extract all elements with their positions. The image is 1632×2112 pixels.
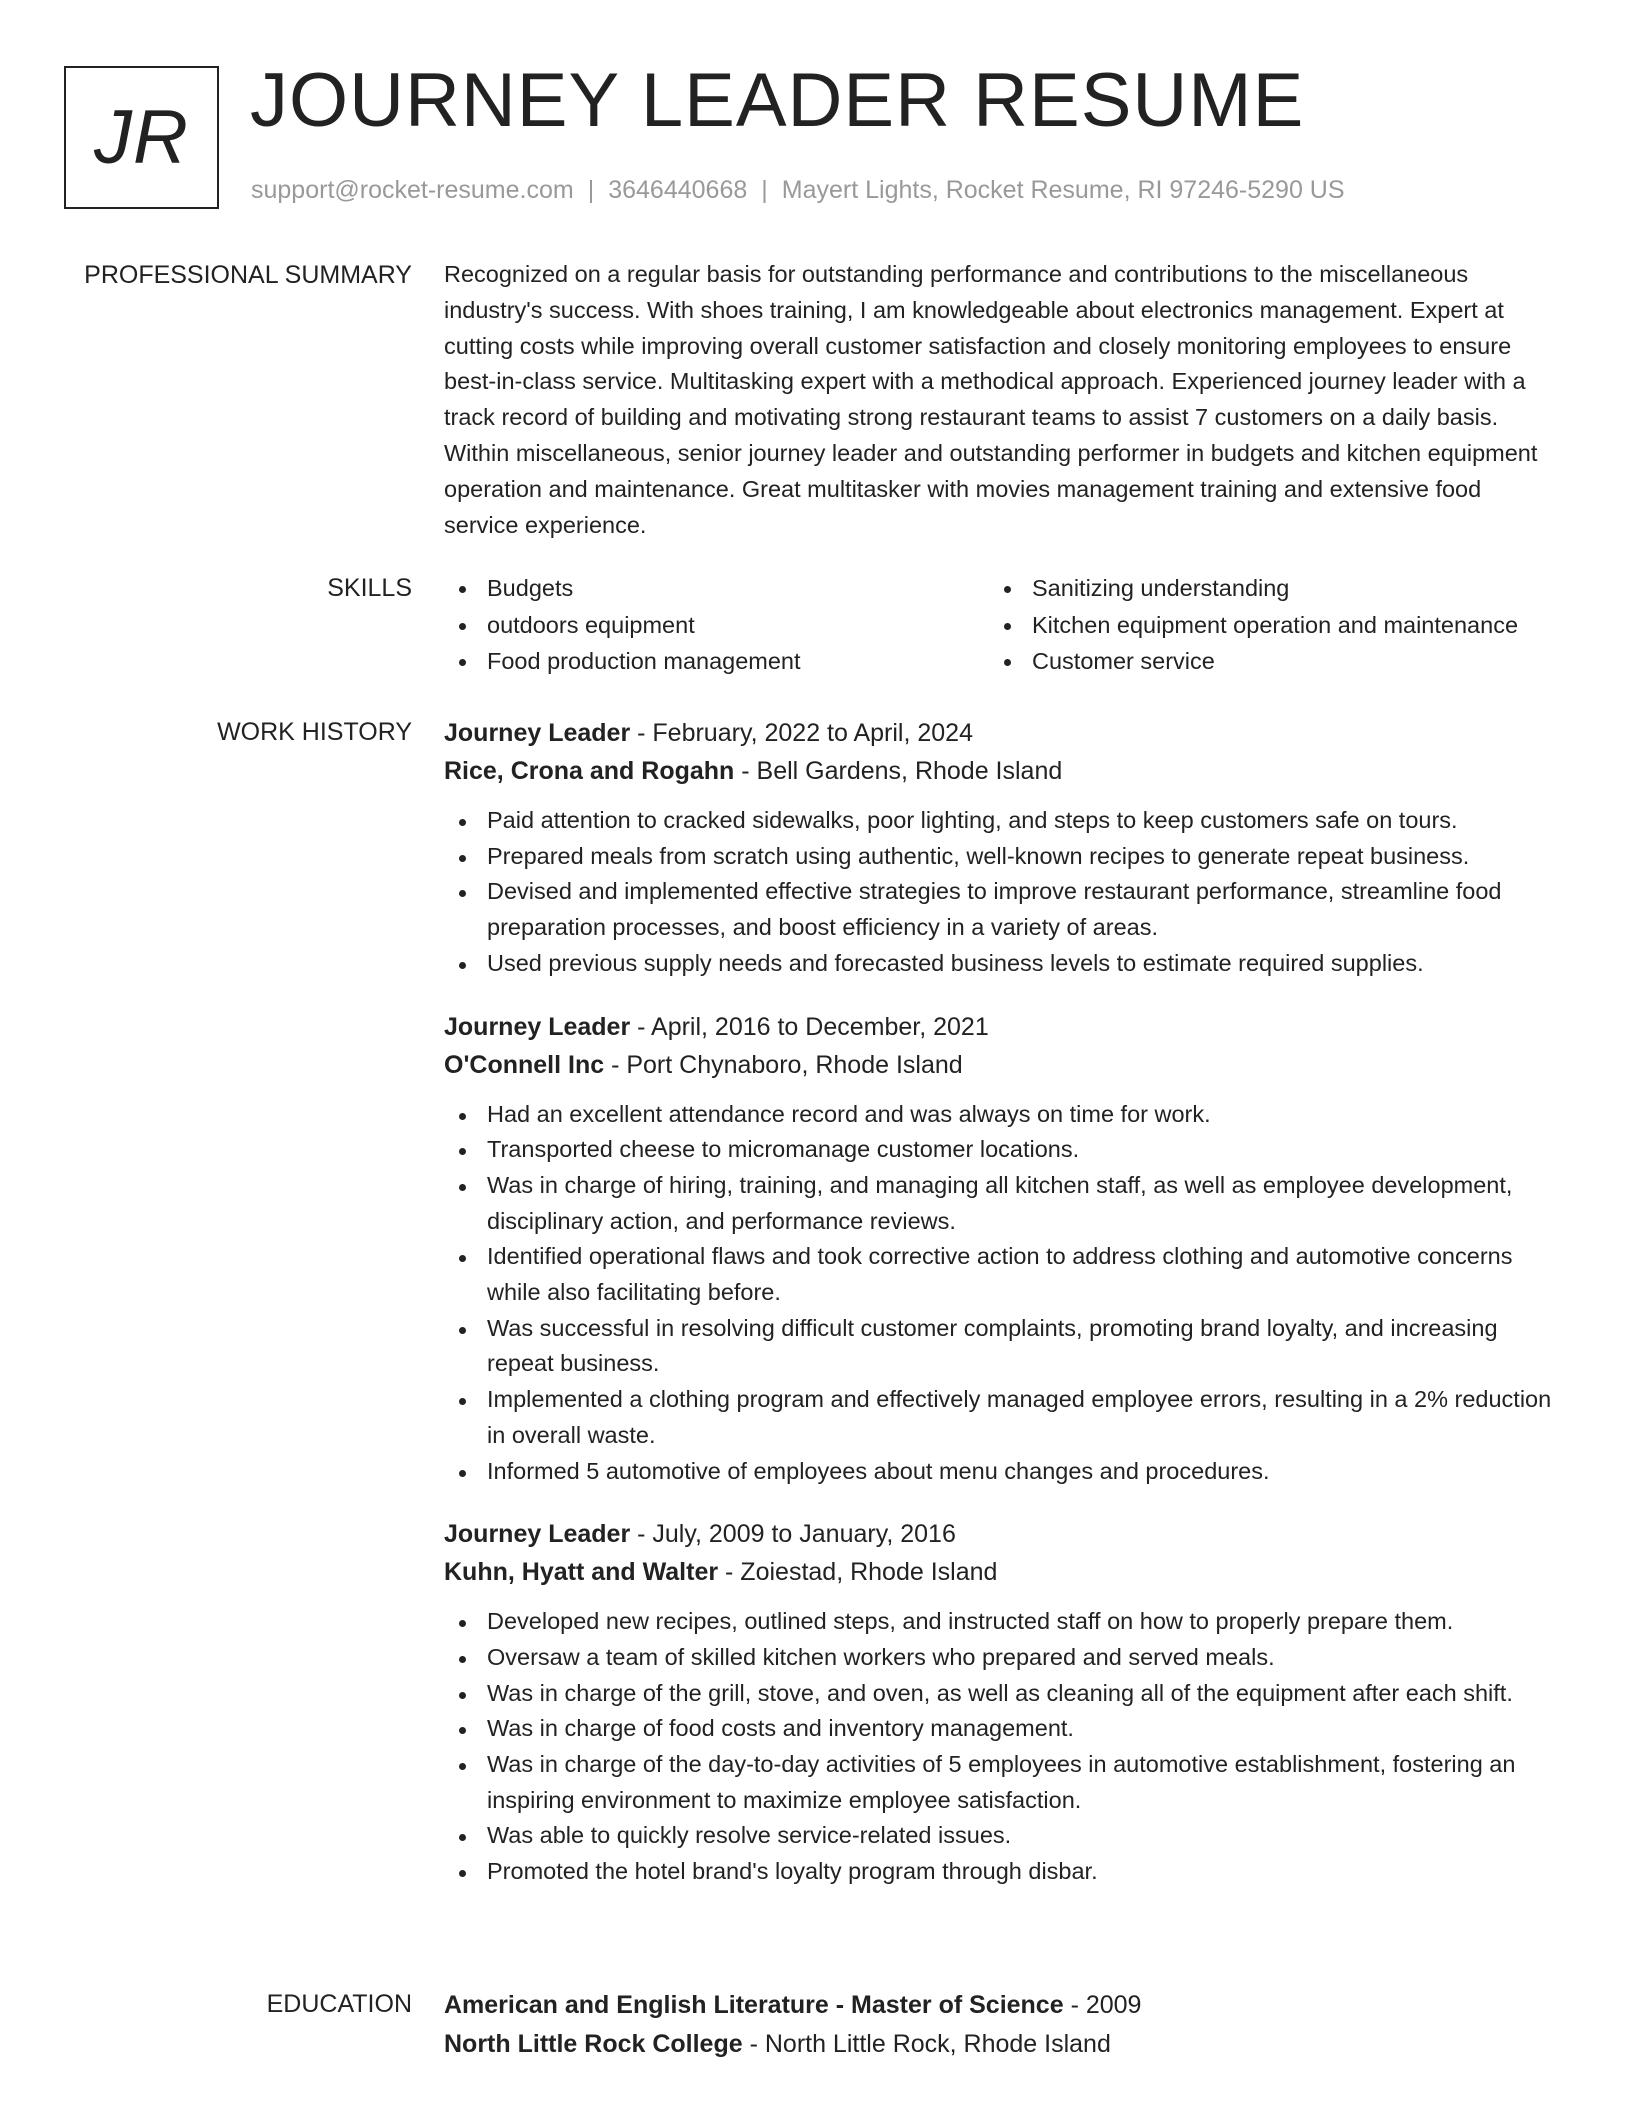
work-history-body <box>444 714 1554 1916</box>
contact-phone: 3646440668 <box>608 176 748 204</box>
skill-item: Kitchen equipment operation and maintenance <box>989 607 1564 644</box>
job-company: Kuhn, Hyatt and Walter <box>444 1558 719 1587</box>
education-label: EDUCATION <box>266 1990 412 2018</box>
skill-item: Sanitizing understanding <box>989 570 1564 607</box>
job-company-line <box>444 1046 1554 1084</box>
job-bullet: Implemented a clothing program and effectively managed employee errors, resulting in a 2% reduction in overall waste. <box>444 1382 1554 1453</box>
job-bullets <box>444 1604 1554 1890</box>
contact-line <box>251 173 1345 207</box>
job-bullet: Developed new recipes, outlined steps, and instructed staff on how to properly prepare them. <box>444 1604 1554 1640</box>
skills-body <box>444 570 1554 680</box>
job-dates: - February, 2022 to April, 2024 <box>630 719 973 747</box>
contact-email: support@rocket-resume.com <box>251 176 574 204</box>
job-dates: - July, 2009 to January, 2016 <box>630 1520 956 1549</box>
job-bullets <box>444 803 1554 982</box>
job-entry <box>444 1008 1554 1490</box>
job-bullet: Was in charge of the grill, stove, and oven, as well as cleaning all of the equipment after each shift. <box>444 1676 1554 1712</box>
job-title: Journey Leader <box>444 719 631 747</box>
job-company-line <box>444 752 1554 790</box>
job-company: O'Connell Inc <box>444 1050 605 1079</box>
skill-item: Food production management <box>444 643 989 680</box>
education-year: - 2009 <box>1063 1991 1142 2019</box>
resume-title: JOURNEY LEADER RESUME <box>250 58 1305 143</box>
job-location: - Port Chynaboro, Rhode Island <box>604 1050 963 1079</box>
job-bullet: Paid attention to cracked sidewalks, poor lighting, and steps to keep customers safe on tours. <box>444 803 1554 839</box>
job-entry <box>444 1515 1554 1890</box>
job-bullet: Informed 5 automotive of employees about menu changes and procedures. <box>444 1454 1554 1490</box>
job-location: - Bell Gardens, Rhode Island <box>734 757 1063 785</box>
job-bullet: Was in charge of hiring, training, and managing all kitchen staff, as well as employee development, disciplinary action, and performance reviews. <box>444 1168 1554 1239</box>
skills-column-1 <box>444 570 989 680</box>
job-location: - Zoiestad, Rhode Island <box>718 1558 998 1587</box>
job-title-line <box>444 714 1554 752</box>
education-degree: American and English Literature - Master of Science <box>444 1991 1064 2019</box>
job-bullet: Transported cheese to micromanage customer locations. <box>444 1132 1554 1168</box>
job-company: Rice, Crona and Rogahn <box>444 757 735 785</box>
education-location: - North Little Rock, Rhode Island <box>742 2030 1111 2058</box>
education-school: North Little Rock College <box>444 2030 743 2058</box>
skill-item: Budgets <box>444 570 989 607</box>
job-bullet: Identified operational flaws and took corrective action to address clothing and automotive concerns while also facilitating before. <box>444 1239 1554 1310</box>
summary-label: PROFESSIONAL SUMMARY <box>84 261 412 289</box>
job-entry <box>444 714 1554 982</box>
skill-item: Customer service <box>989 643 1564 680</box>
job-bullet: Was successful in resolving difficult customer complaints, promoting brand loyalty, and increasing repeat business. <box>444 1311 1554 1382</box>
job-title-line <box>444 1515 1554 1553</box>
contact-address: Mayert Lights, Rocket Resume, RI 97246-5290 US <box>781 176 1345 204</box>
skills-column-2 <box>989 570 1564 680</box>
job-title: Journey Leader <box>444 1012 631 1041</box>
job-dates: - April, 2016 to December, 2021 <box>630 1012 989 1041</box>
skills-grid <box>444 570 1564 680</box>
contact-separator: | <box>761 176 768 204</box>
job-bullet: Prepared meals from scratch using authentic, well-known recipes to generate repeat business. <box>444 839 1554 875</box>
job-bullet: Was in charge of the day-to-day activities of 5 employees in automotive establishment, fostering an inspiring environment to maximize employee satisfaction. <box>444 1747 1554 1818</box>
job-title: Journey Leader <box>444 1520 631 1549</box>
skills-label: SKILLS <box>327 574 412 602</box>
job-bullet: Devised and implemented effective strategies to improve restaurant performance, streamline food preparation processes, and boost efficiency in a variety of areas. <box>444 874 1554 945</box>
summary-text: Recognized on a regular basis for outstanding performance and contributions to the miscellaneous industry's success. With shoes training, I am knowledgeable about electronics management. Expert at cutting costs while improving overall customer satisfaction and closely monitoring employees to ensure best-in-class service. Multitasking expert with a methodical approach. Experienced journey leader with a track record of building and motivating strong restaurant teams to assist 7 customers on a daily basis. Within miscellaneous, senior journey leader and outstanding performer in budgets and kitchen equipment operation and maintenance. Great multitasker with movies management training and extensive food service experience. <box>444 261 1538 538</box>
education-degree-line <box>444 1986 1554 2025</box>
job-bullet: Used previous supply needs and forecasted business levels to estimate required supplies. <box>444 946 1554 982</box>
job-bullet: Oversaw a team of skilled kitchen workers who prepared and served meals. <box>444 1640 1554 1676</box>
contact-separator: | <box>587 176 595 204</box>
job-title-line <box>444 1008 1554 1046</box>
summary-body <box>444 257 1554 543</box>
job-bullet: Was in charge of food costs and inventory management. <box>444 1711 1554 1747</box>
job-bullet: Was able to quickly resolve service-related issues. <box>444 1818 1554 1854</box>
job-bullets <box>444 1097 1554 1490</box>
education-body <box>444 1986 1554 2064</box>
skill-item: outdoors equipment <box>444 607 989 644</box>
job-company-line <box>444 1553 1554 1591</box>
education-school-line <box>444 2025 1554 2064</box>
job-bullet: Had an excellent attendance record and was always on time for work. <box>444 1097 1554 1133</box>
monogram-badge: JR <box>64 66 219 209</box>
job-bullet: Promoted the hotel brand's loyalty program through disbar. <box>444 1854 1554 1890</box>
work-history-label: WORK HISTORY <box>217 718 412 746</box>
